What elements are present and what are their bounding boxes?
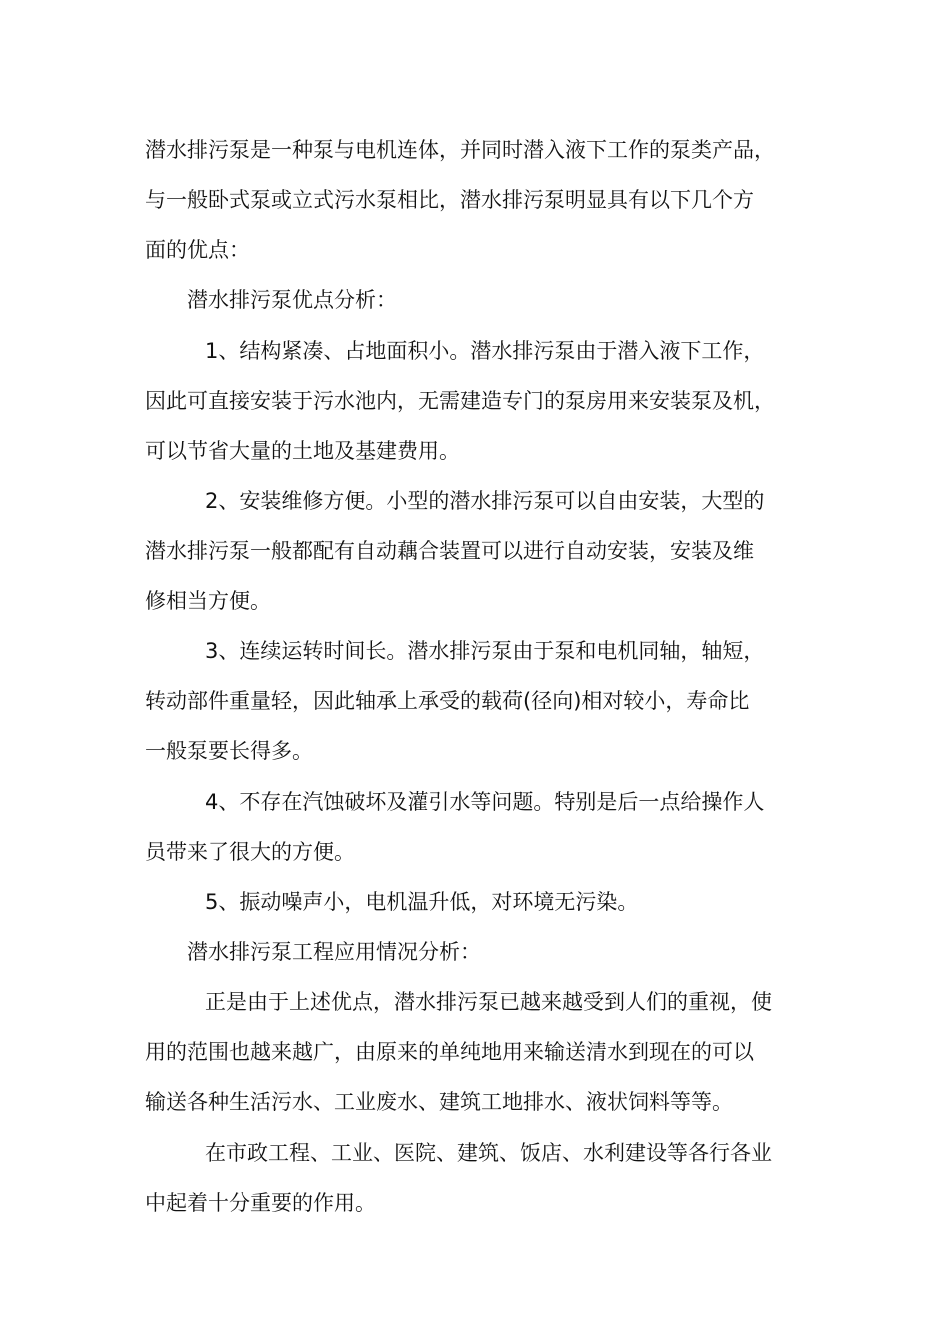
intro-line-1: 潜水排污泵是一种泵与电机连体，并同时潜入液下工作的泵类产品， [145, 138, 775, 162]
point5-line-1: 5、振动噪声小，电机温升低，对环境无污染。 [205, 890, 639, 914]
heading-advantages: 潜水排污泵优点分析： [187, 288, 397, 312]
application-para1-line-3: 输送各种生活污水、工业废水、建筑工地排水、液状饲料等等。 [145, 1090, 733, 1114]
intro-line-2: 与一般卧式泵或立式污水泵相比，潜水排污泵明显具有以下几个方 [145, 188, 754, 212]
point1-line-3: 可以节省大量的土地及基建费用。 [145, 439, 460, 463]
point4-line-2: 员带来了很大的方便。 [145, 840, 355, 864]
point1-line-1: 1、结构紧凑、占地面积小。潜水排污泵由于潜入液下工作， [205, 339, 765, 363]
application-para2-line-2: 中起着十分重要的作用。 [145, 1191, 376, 1215]
point2-line-2: 潜水排污泵一般都配有自动藕合装置可以进行自动安装，安装及维 [145, 539, 754, 563]
application-para1-line-2: 用的范围也越来越广，由原来的单纯地用来输送清水到现在的可以 [145, 1040, 754, 1064]
point3-line-3: 一般泵要长得多。 [145, 739, 313, 763]
point2-line-3: 修相当方便。 [145, 589, 271, 613]
application-para1-line-1: 正是由于上述优点，潜水排污泵已越来越受到人们的重视，使 [205, 990, 772, 1014]
application-para2-line-1: 在市政工程、工业、医院、建筑、饭店、水利建设等各行各业 [205, 1141, 772, 1165]
point2-line-1: 2、安装维修方便。小型的潜水排污泵可以自由安装，大型的 [205, 489, 765, 513]
point3-line-1: 3、连续运转时间长。潜水排污泵由于泵和电机同轴，轴短， [205, 639, 765, 663]
point3-line-2: 转动部件重量轻，因此轴承上承受的载荷(径向)相对较小，寿命比 [145, 689, 750, 713]
point1-line-2: 因此可直接安装于污水池内，无需建造专门的泵房用来安装泵及机， [145, 389, 775, 413]
point4-line-1: 4、不存在汽蚀破坏及灌引水等问题。特别是后一点给操作人 [205, 790, 765, 814]
heading-application: 潜水排污泵工程应用情况分析： [187, 940, 481, 964]
intro-line-3: 面的优点： [145, 238, 250, 262]
